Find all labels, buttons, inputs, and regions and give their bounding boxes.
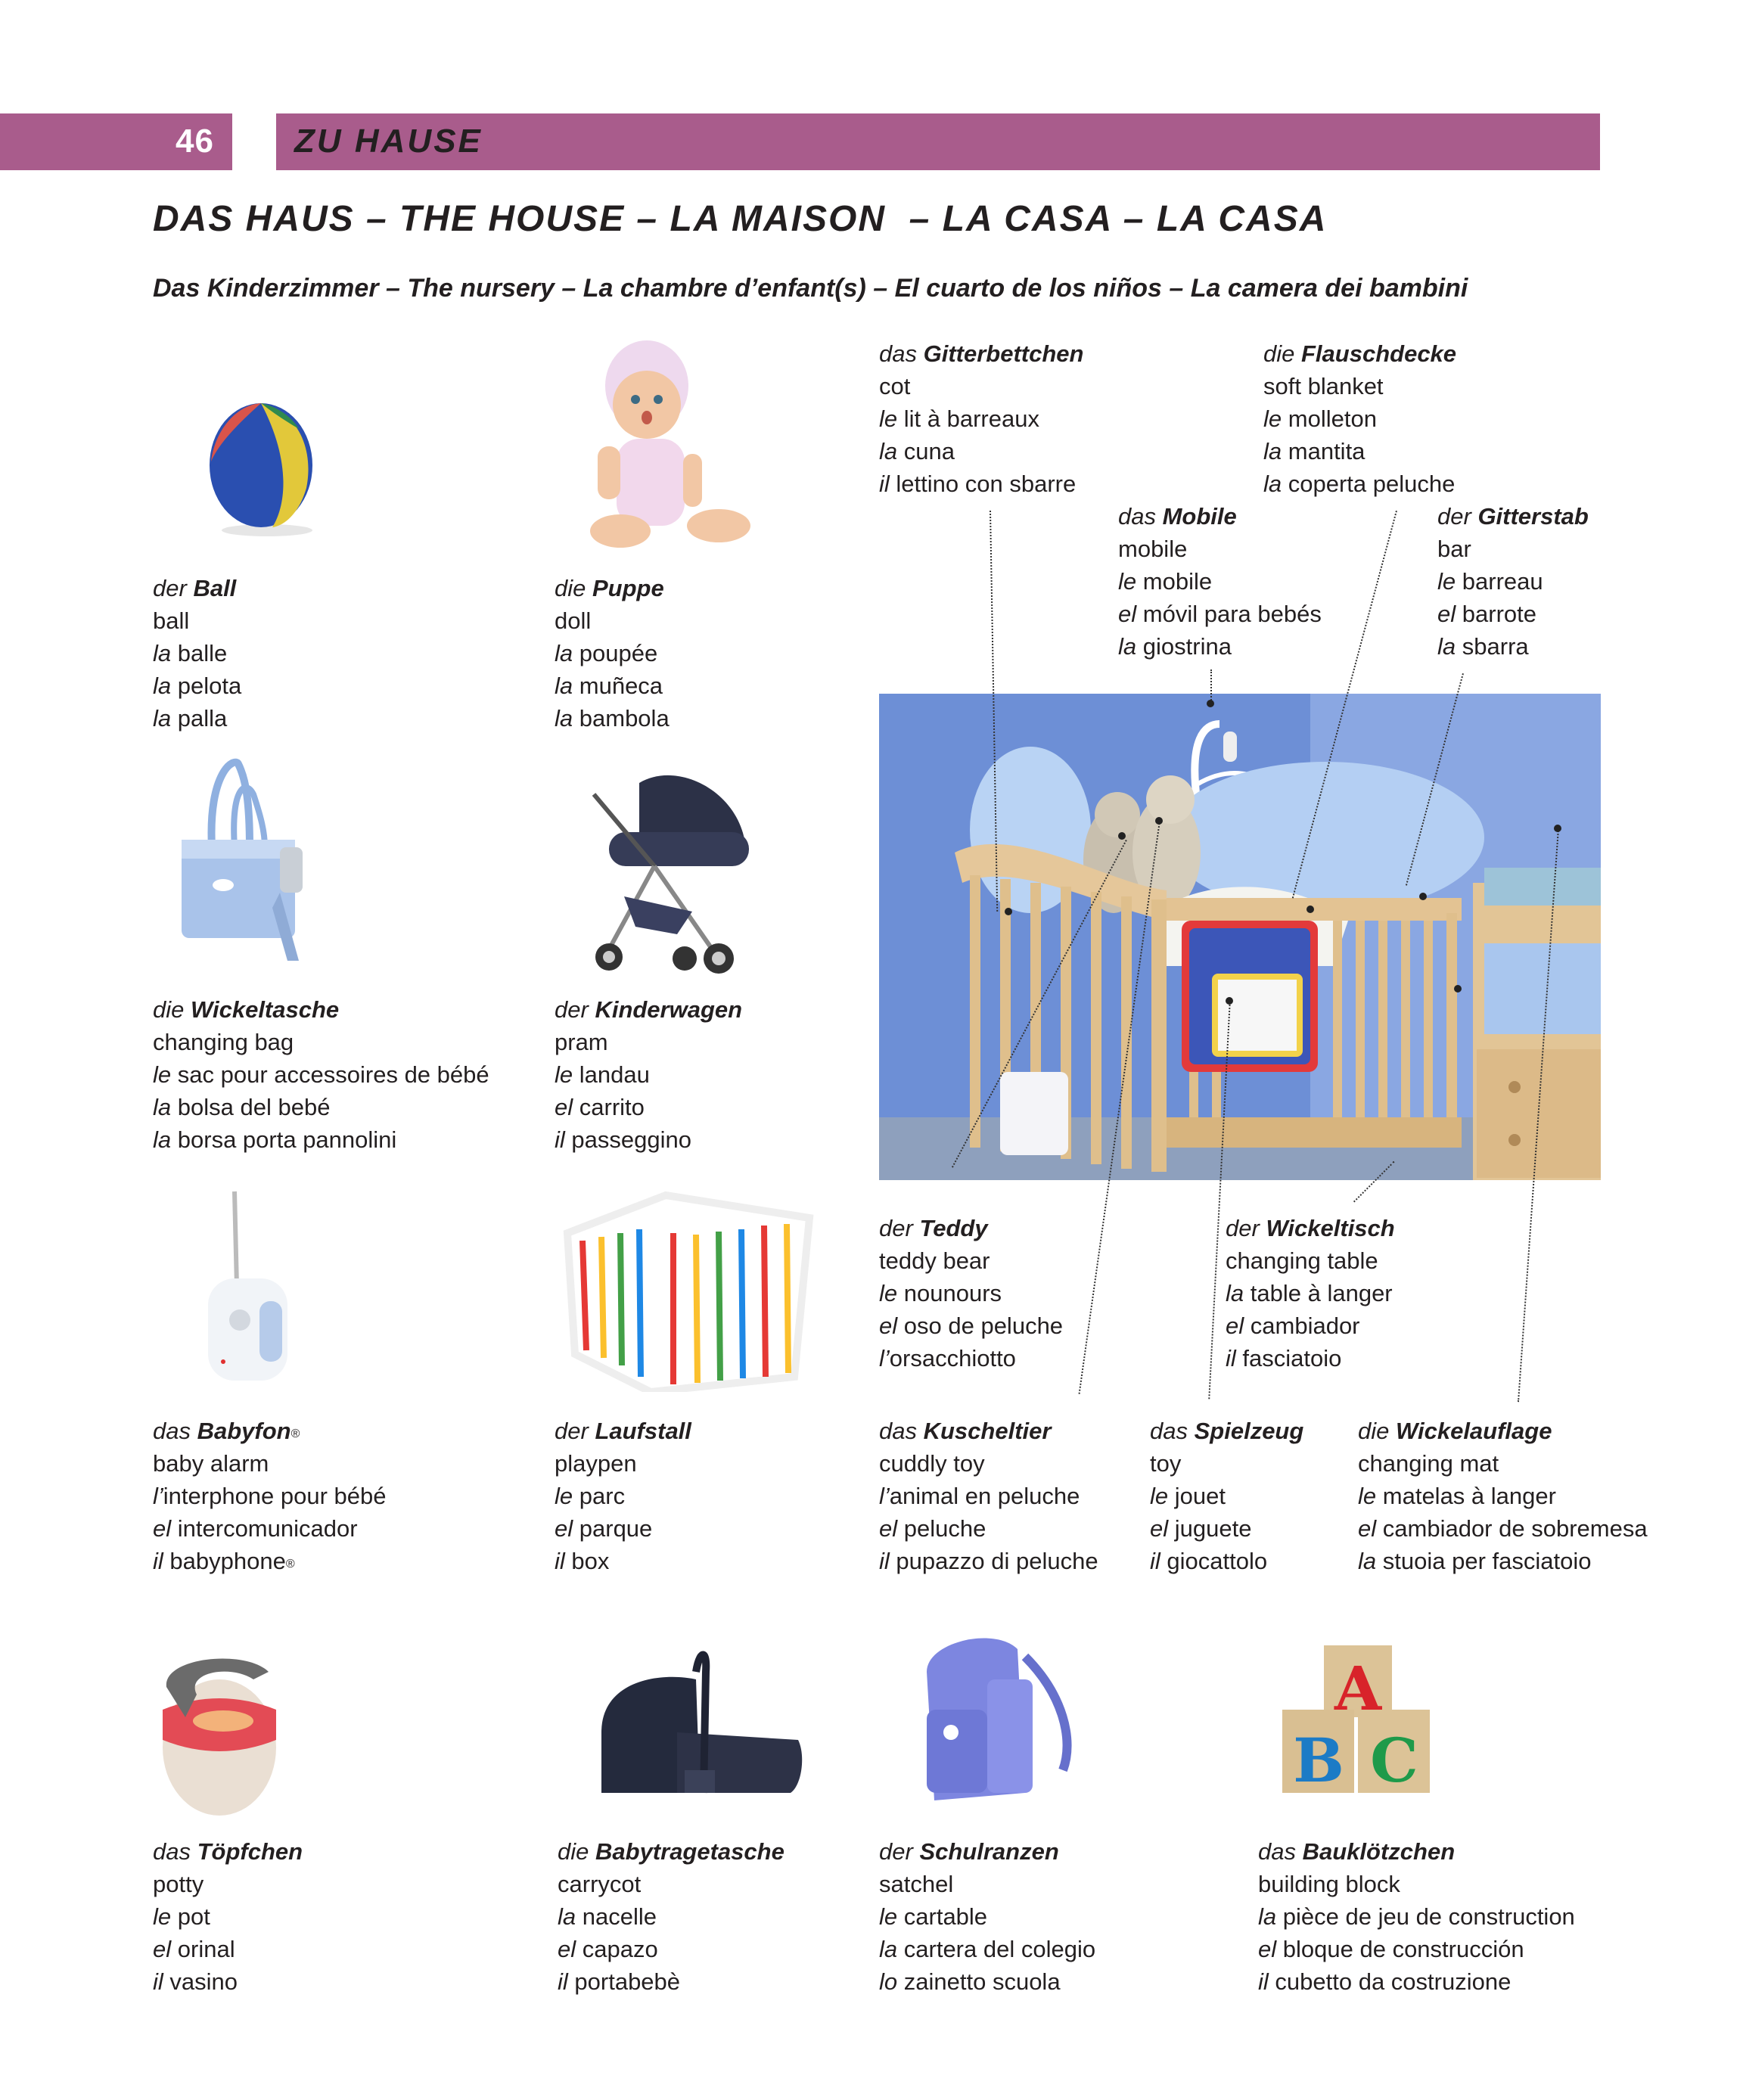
- french-word: pièce de jeu de construction: [1282, 1903, 1575, 1930]
- french-word: parc: [579, 1483, 626, 1509]
- spanish-word: oso de peluche: [903, 1312, 1064, 1339]
- spanish-word: orinal: [177, 1936, 235, 1962]
- spanish-article: la: [153, 673, 172, 699]
- entry-wickeltisch: [1226, 1212, 1395, 1375]
- spanish-article: el: [1226, 1312, 1244, 1339]
- english-word: pram: [555, 1029, 608, 1055]
- entry-puppe: [555, 572, 670, 735]
- french-article: le: [879, 405, 898, 432]
- pram-icon: [564, 760, 760, 987]
- english-word: playpen: [555, 1450, 637, 1477]
- french-word: mobile: [1142, 568, 1213, 595]
- german-article: der: [1226, 1215, 1260, 1241]
- entry-mobile: [1118, 500, 1322, 663]
- carrycot-icon: [571, 1642, 813, 1823]
- french-word: nacelle: [582, 1903, 657, 1930]
- german-word: Puppe: [592, 575, 664, 601]
- german-word: Töpfchen: [197, 1838, 303, 1865]
- entry-baukloetzchen: [1258, 1835, 1575, 1998]
- pointer-dot-gitterstab: [1419, 893, 1427, 900]
- german-word: Babyfon: [197, 1418, 291, 1444]
- satchel-icon: [912, 1626, 1086, 1823]
- italian-article: la: [153, 1126, 172, 1153]
- italian-article: la: [153, 705, 172, 732]
- italian-article: la: [555, 705, 573, 732]
- ball-icon: [185, 390, 337, 541]
- german-word: Bauklötzchen: [1302, 1838, 1456, 1865]
- french-article: le: [879, 1280, 898, 1306]
- pointer-dot-flauschdecke: [1306, 906, 1314, 913]
- italian-word: sbarra: [1462, 633, 1529, 660]
- french-article: la: [1258, 1903, 1277, 1930]
- english-word: cuddly toy: [879, 1450, 985, 1477]
- registered-mark: ®: [290, 1427, 300, 1440]
- italian-word: lettino con sbarre: [896, 471, 1077, 497]
- english-word: potty: [153, 1871, 204, 1897]
- spanish-article: la: [1263, 438, 1282, 464]
- french-article: l’: [879, 1483, 890, 1509]
- english-word: satchel: [879, 1871, 954, 1897]
- spanish-article: el: [153, 1936, 172, 1962]
- french-article: l’: [153, 1483, 163, 1509]
- french-article: le: [153, 1903, 172, 1930]
- pointer-dot-kuscheltier: [1155, 817, 1163, 825]
- spanish-word: cuna: [903, 438, 955, 464]
- italian-article: il: [555, 1548, 565, 1574]
- english-word: soft blanket: [1263, 373, 1384, 399]
- italian-article: il: [1150, 1548, 1160, 1574]
- spanish-word: bolsa del bebé: [177, 1094, 331, 1120]
- italian-article: il: [153, 1548, 163, 1574]
- english-word: mobile: [1118, 536, 1188, 562]
- entry-babyfon: [153, 1415, 387, 1577]
- entry-teddy: [879, 1212, 1063, 1375]
- german-word: Babytragetasche: [595, 1838, 785, 1865]
- italian-word: babyphone: [169, 1548, 286, 1574]
- italian-word: box: [571, 1548, 610, 1574]
- playpen-icon: [560, 1188, 817, 1392]
- french-article: le: [1263, 405, 1282, 432]
- page-number-bar: [0, 113, 232, 170]
- spanish-word: juguete: [1174, 1515, 1252, 1542]
- english-word: cot: [879, 373, 911, 399]
- italian-article: la: [1437, 633, 1456, 660]
- italian-word: bambola: [579, 705, 670, 732]
- french-word: lit à barreaux: [903, 405, 1039, 432]
- spanish-word: parque: [579, 1515, 653, 1542]
- german-word: Laufstall: [595, 1418, 691, 1444]
- french-article: le: [879, 1903, 898, 1930]
- french-article: la: [1226, 1280, 1244, 1306]
- french-word: animal en peluche: [889, 1483, 1080, 1509]
- spanish-article: el: [153, 1515, 172, 1542]
- pointer-dot-wickeltisch: [1454, 985, 1462, 993]
- french-article: le: [555, 1061, 573, 1088]
- italian-article: il: [153, 1968, 163, 1995]
- french-word: sac pour accessoires de bébé: [177, 1061, 489, 1088]
- english-word: teddy bear: [879, 1247, 990, 1274]
- german-word: Gitterstab: [1477, 503, 1589, 530]
- italian-word: orsacchiotto: [889, 1345, 1016, 1372]
- german-article: der: [555, 996, 589, 1023]
- german-word: Teddy: [919, 1215, 988, 1241]
- pointer-dot-wickelauflage: [1554, 825, 1561, 832]
- italian-article: la: [1263, 471, 1282, 497]
- italian-article: lo: [879, 1968, 898, 1995]
- italian-article: il: [558, 1968, 568, 1995]
- german-article: die: [153, 996, 185, 1023]
- german-word: Ball: [193, 575, 237, 601]
- german-article: der: [1437, 503, 1471, 530]
- entry-ball: [153, 572, 241, 735]
- italian-word: passeggino: [571, 1126, 691, 1153]
- section-bar: [276, 113, 1600, 170]
- german-article: der: [879, 1838, 913, 1865]
- english-word: baby alarm: [153, 1450, 269, 1477]
- german-article: die: [558, 1838, 589, 1865]
- italian-word: pupazzo di peluche: [896, 1548, 1098, 1574]
- french-word: nounours: [903, 1280, 1002, 1306]
- entry-babytragetasche: [558, 1835, 785, 1998]
- spanish-word: carrito: [579, 1094, 645, 1120]
- page-number: 46: [176, 123, 214, 160]
- entry-schulranzen: [879, 1835, 1095, 1998]
- french-word: matelas à langer: [1382, 1483, 1556, 1509]
- german-article: das: [879, 340, 917, 367]
- block-letter-c: C: [1370, 1725, 1418, 1796]
- french-article: le: [1118, 568, 1137, 595]
- entry-gitterstab: [1437, 500, 1589, 663]
- block-letter-b: B: [1293, 1725, 1344, 1796]
- spanish-article: el: [555, 1515, 573, 1542]
- spanish-article: el: [1150, 1515, 1169, 1542]
- spanish-article: el: [1118, 601, 1137, 627]
- english-word: bar: [1437, 536, 1471, 562]
- german-word: Kinderwagen: [595, 996, 743, 1023]
- german-article: das: [1258, 1838, 1296, 1865]
- block-letter-a: A: [1334, 1653, 1382, 1724]
- french-word: balle: [177, 640, 228, 666]
- english-word: changing table: [1226, 1247, 1378, 1274]
- italian-word: portabebè: [574, 1968, 681, 1995]
- german-word: Wickeltisch: [1266, 1215, 1395, 1241]
- italian-word: coperta peluche: [1288, 471, 1456, 497]
- spanish-word: bloque de construcción: [1282, 1936, 1524, 1962]
- french-article: la: [558, 1903, 576, 1930]
- potty-icon: [155, 1642, 284, 1823]
- italian-article: il: [879, 471, 890, 497]
- italian-word: borsa porta pannolini: [177, 1126, 397, 1153]
- spanish-article: el: [1258, 1936, 1277, 1962]
- spanish-word: cartera del colegio: [903, 1936, 1096, 1962]
- pointer-dot-spielzeug: [1226, 997, 1233, 1005]
- german-word: Spielzeug: [1194, 1418, 1304, 1444]
- spanish-word: capazo: [582, 1936, 658, 1962]
- spanish-word: barrote: [1462, 601, 1536, 627]
- entry-wickelauflage: [1358, 1415, 1648, 1577]
- spanish-article: el: [879, 1312, 898, 1339]
- german-article: das: [879, 1418, 917, 1444]
- italian-article: l’: [879, 1345, 890, 1372]
- entry-flauschdecke: [1263, 337, 1456, 500]
- german-article: die: [1358, 1418, 1390, 1444]
- german-word: Wickelauflage: [1396, 1418, 1552, 1444]
- entry-wickeltasche: [153, 993, 489, 1156]
- french-article: le: [555, 1483, 573, 1509]
- italian-article: la: [1118, 633, 1137, 660]
- english-word: changing mat: [1358, 1450, 1499, 1477]
- english-word: doll: [555, 607, 592, 634]
- pointer-dot-mobile: [1207, 700, 1214, 707]
- italian-word: stuoia per fasciatoio: [1382, 1548, 1592, 1574]
- french-word: jouet: [1174, 1483, 1226, 1509]
- pointer-dot-gitterbettchen: [1005, 908, 1012, 915]
- spanish-word: intercomunicador: [177, 1515, 358, 1542]
- spanish-article: la: [879, 438, 898, 464]
- french-article: le: [1150, 1483, 1169, 1509]
- english-word: changing bag: [153, 1029, 294, 1055]
- spanish-article: el: [1437, 601, 1456, 627]
- german-article: das: [153, 1418, 191, 1444]
- entry-kuscheltier: [879, 1415, 1098, 1577]
- french-article: la: [555, 640, 573, 666]
- section-title: ZU HAUSE: [294, 123, 483, 160]
- spanish-article: la: [153, 1094, 172, 1120]
- french-article: le: [153, 1061, 172, 1088]
- baby-alarm-icon: [193, 1188, 306, 1392]
- german-word: Mobile: [1162, 503, 1237, 530]
- entry-spielzeug: [1150, 1415, 1303, 1577]
- french-word: landau: [579, 1061, 650, 1088]
- italian-article: il: [555, 1126, 565, 1153]
- french-word: cartable: [903, 1903, 988, 1930]
- entry-toepfchen: [153, 1835, 303, 1998]
- german-word: Wickeltasche: [191, 996, 340, 1023]
- italian-word: palla: [177, 705, 228, 732]
- french-word: pot: [177, 1903, 210, 1930]
- italian-word: fasciatoio: [1242, 1345, 1342, 1372]
- german-article: der: [153, 575, 187, 601]
- entry-gitterbettchen: [879, 337, 1083, 500]
- nursery-photo: [879, 694, 1601, 1180]
- spanish-word: pelota: [177, 673, 242, 699]
- german-word: Kuscheltier: [923, 1418, 1052, 1444]
- french-article: la: [153, 640, 172, 666]
- building-blocks-icon: [1282, 1638, 1456, 1812]
- spanish-article: el: [558, 1936, 576, 1962]
- french-word: molleton: [1288, 405, 1377, 432]
- italian-word: cubetto da costruzione: [1275, 1968, 1512, 1995]
- english-word: building block: [1258, 1871, 1400, 1897]
- spanish-word: muñeca: [579, 673, 663, 699]
- spanish-word: mantita: [1288, 438, 1366, 464]
- changing-bag-icon: [166, 756, 318, 968]
- french-word: interphone pour bébé: [163, 1483, 387, 1509]
- entry-laufstall: [555, 1415, 691, 1577]
- spanish-article: la: [555, 673, 573, 699]
- french-word: poupée: [579, 640, 658, 666]
- spanish-word: móvil para bebés: [1142, 601, 1322, 627]
- spanish-word: cambiador: [1250, 1312, 1360, 1339]
- english-word: ball: [153, 607, 190, 634]
- page-subtitle: Das Kinderzimmer – The nursery – La chambre d’enfant(s) – El cuarto de los niños – La camera dei bambini: [153, 274, 1468, 303]
- italian-article: il: [1226, 1345, 1236, 1372]
- spanish-article: el: [879, 1515, 898, 1542]
- italian-word: giocattolo: [1167, 1548, 1268, 1574]
- french-article: le: [1437, 568, 1456, 595]
- italian-article: il: [1258, 1968, 1269, 1995]
- entry-kinderwagen: [555, 993, 742, 1156]
- spanish-word: cambiador de sobremesa: [1382, 1515, 1648, 1542]
- registered-mark: ®: [285, 1558, 295, 1570]
- english-word: carrycot: [558, 1871, 642, 1897]
- german-article: das: [1150, 1418, 1188, 1444]
- italian-article: il: [879, 1548, 890, 1574]
- pointer-dot-teddy: [1118, 832, 1126, 840]
- german-article: das: [1118, 503, 1156, 530]
- spanish-article: el: [555, 1094, 573, 1120]
- german-word: Schulranzen: [919, 1838, 1059, 1865]
- german-article: die: [1263, 340, 1295, 367]
- italian-word: zainetto scuola: [903, 1968, 1061, 1995]
- french-article: le: [1358, 1483, 1377, 1509]
- german-article: die: [555, 575, 586, 601]
- italian-article: la: [1358, 1548, 1377, 1574]
- english-word: toy: [1150, 1450, 1182, 1477]
- italian-word: giostrina: [1142, 633, 1232, 660]
- german-article: das: [153, 1838, 191, 1865]
- spanish-article: el: [1358, 1515, 1377, 1542]
- french-word: barreau: [1462, 568, 1543, 595]
- spanish-word: peluche: [903, 1515, 986, 1542]
- french-word: table à langer: [1250, 1280, 1393, 1306]
- german-word: Flauschdecke: [1301, 340, 1457, 367]
- italian-word: vasino: [169, 1968, 238, 1995]
- leader-line-mobile: [1210, 669, 1212, 704]
- german-article: der: [555, 1418, 589, 1444]
- german-article: der: [879, 1215, 913, 1241]
- doll-icon: [548, 333, 775, 560]
- german-word: Gitterbettchen: [923, 340, 1084, 367]
- spanish-article: la: [879, 1936, 898, 1962]
- page-title: DAS HAUS – THE HOUSE – LA MAISON – LA CASA – LA CASA: [153, 199, 1328, 239]
